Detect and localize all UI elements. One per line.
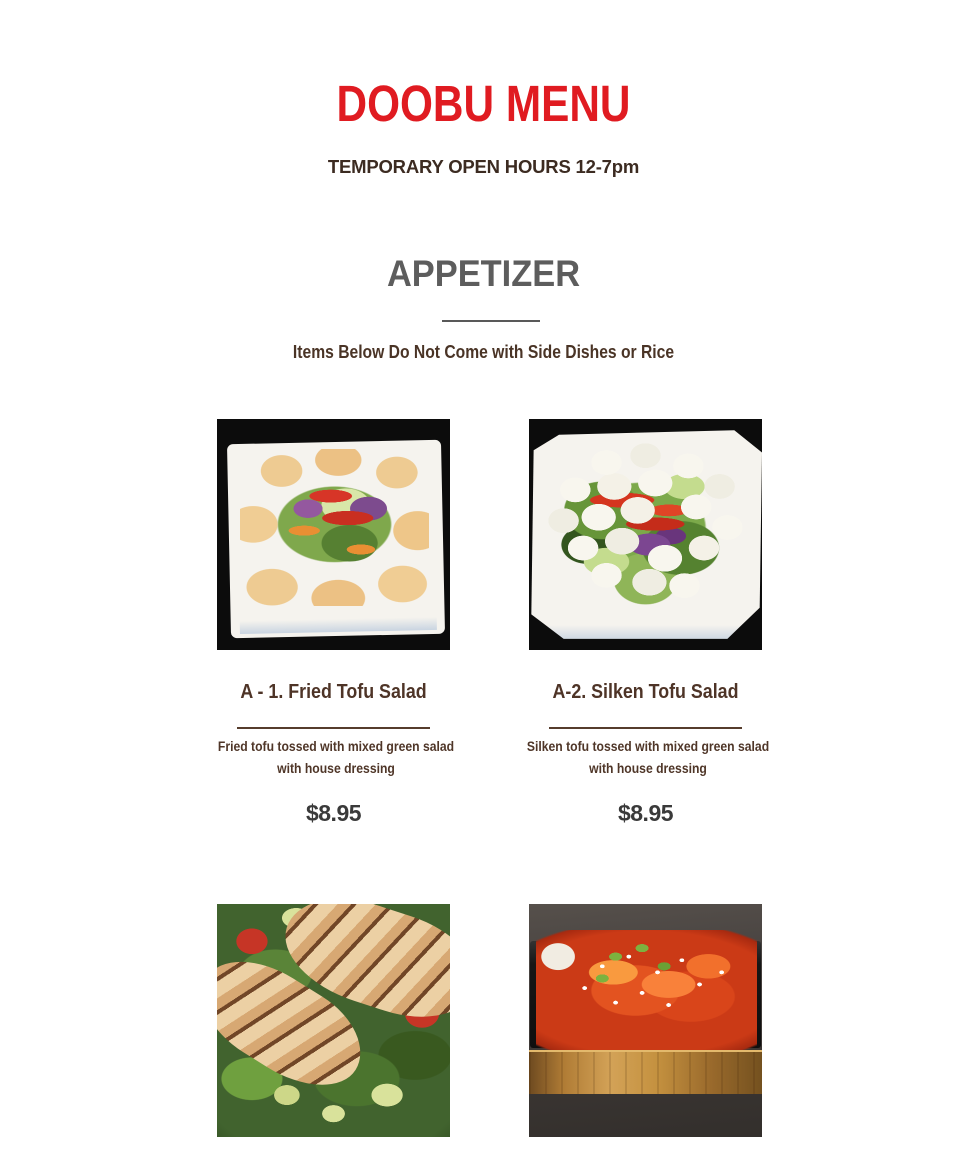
item-description: Fried tofu tossed with mixed green salad with house dressing [217,738,455,776]
section-divider [442,320,540,322]
fried-tofu-salad-photo [217,419,450,650]
fried-tofu-salad-food [240,449,429,606]
item-divider [237,727,430,729]
spicy-stir-fry-sizzling-plate-photo [529,904,762,1137]
spicy-stir-fry-food [536,930,757,1051]
section-title-appetizer: APPETIZER [386,253,581,294]
page-title: DOOBU MENU [336,75,631,132]
item-price: $8.95 [305,800,362,826]
menu-item-fried-tofu-salad [186,419,481,825]
open-hours-text: TEMPORARY OPEN HOURS 12-7pm [327,156,640,177]
grilled-chicken-salad-photo [217,904,450,1137]
item-divider [549,727,742,729]
item-description: Silken tofu tossed with mixed green salad with house dressing [526,738,770,776]
menu-item-silken-tofu-salad [498,419,793,825]
silken-tofu-salad-food [548,442,744,613]
item-name: A - 1. Fried Tofu Salad [240,680,427,703]
item-name: A-2. Silken Tofu Salad [552,680,739,703]
wooden-board [529,1050,762,1094]
silken-tofu-salad-photo [529,419,762,650]
section-note: Items Below Do Not Come with Side Dishes or Rice [292,342,675,362]
item-price: $8.95 [617,800,674,826]
